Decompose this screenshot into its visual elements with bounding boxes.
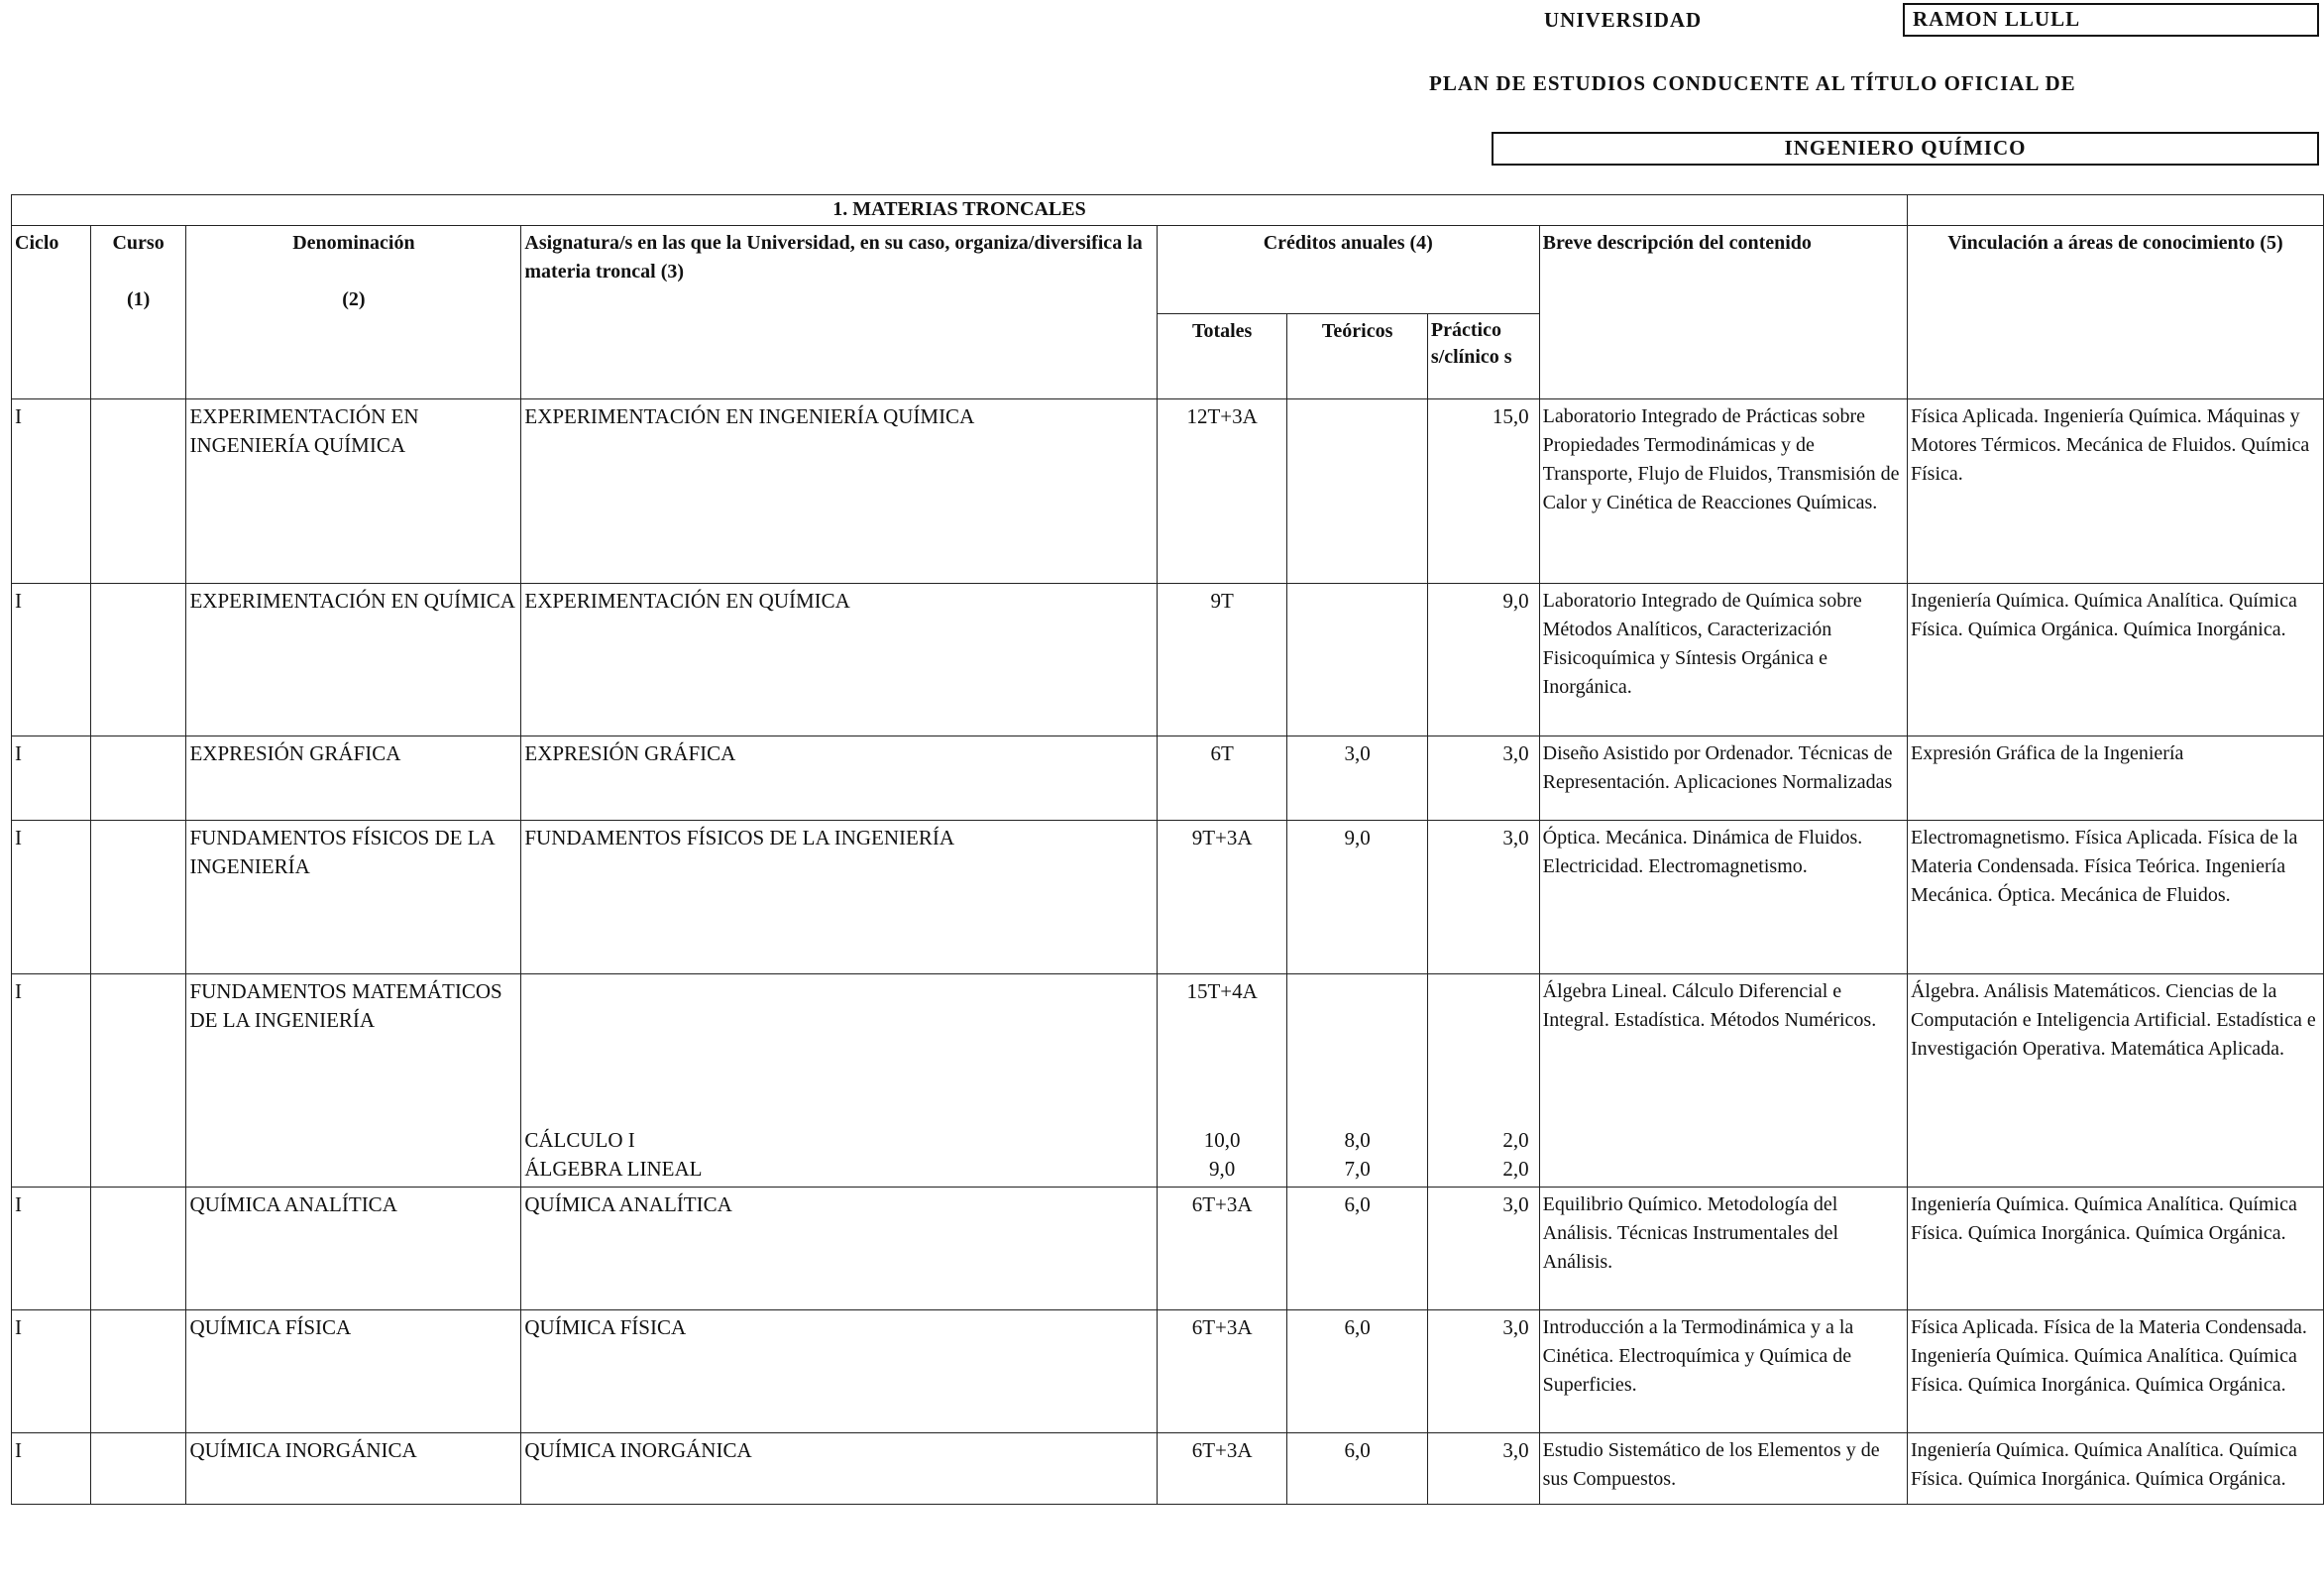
vinculacion-cell: Ingeniería Química. Química Analítica. Química Física. Química Inorgánica. Química Orgánica. (1907, 1433, 2323, 1505)
curso-cell (90, 1433, 186, 1505)
teoricos-cell: 6,0 (1287, 1433, 1427, 1505)
denominacion-cell: EXPERIMENTACIÓN EN QUÍMICA (186, 584, 521, 736)
teoricos-cell: 9,0 (1287, 821, 1427, 974)
practicos-cell: 15,0 (1427, 399, 1539, 584)
col-denominacion (186, 226, 521, 399)
table-row (12, 1310, 2324, 1433)
asignatura-cell (521, 974, 1157, 1188)
table-row (12, 1433, 2324, 1505)
totales-cell: 9T+3A (1157, 821, 1287, 974)
col-asignaturas: Asignatura/s en las que la Universidad, en su caso, organiza/diversifica la materia troncal (3) (521, 226, 1157, 399)
asignatura-cell: FUNDAMENTOS FÍSICOS DE LA INGENIERÍA (521, 821, 1157, 974)
totales-sub-line: 9,0 (1209, 1157, 1236, 1181)
denominacion-cell: FUNDAMENTOS MATEMÁTICOS DE LA INGENIERÍA (186, 974, 521, 1188)
vinculacion-cell: Álgebra. Análisis Matemáticos. Ciencias de la Computación e Inteligencia Artificial. Estadística e Investigación Operativa. Matemática Aplicada. (1907, 974, 2323, 1188)
ciclo-cell: I (12, 1310, 91, 1433)
denominacion-cell: QUÍMICA ANALÍTICA (186, 1188, 521, 1310)
col-curso-note: (1) (126, 288, 151, 310)
curso-cell (90, 1310, 186, 1433)
teoricos-cell: 6,0 (1287, 1310, 1427, 1433)
col-curso (90, 226, 186, 399)
col-ciclo: Ciclo (12, 226, 91, 399)
totales-cell (1157, 974, 1287, 1188)
practicos-cell: 3,0 (1427, 736, 1539, 821)
curso-cell (90, 399, 186, 584)
table-row (12, 399, 2324, 584)
descripcion-cell: Álgebra Lineal. Cálculo Diferencial e Integral. Estadística. Métodos Numéricos. (1539, 974, 1907, 1188)
curso-cell (90, 821, 186, 974)
col-vinculacion: Vinculación a áreas de conocimiento (5) (1907, 226, 2323, 399)
col-creditos: Créditos anuales (4) (1157, 226, 1539, 314)
ciclo-cell: I (12, 1188, 91, 1310)
col-denominacion-note: (2) (342, 288, 366, 310)
asignatura-cell: QUÍMICA ANALÍTICA (521, 1188, 1157, 1310)
teoricos-sub-line: 7,0 (1344, 1157, 1371, 1181)
asignatura-cell: EXPERIMENTACIÓN EN INGENIERÍA QUÍMICA (521, 399, 1157, 584)
denominacion-cell: FUNDAMENTOS FÍSICOS DE LA INGENIERÍA (186, 821, 521, 974)
asignatura-cell: QUÍMICA FÍSICA (521, 1310, 1157, 1433)
asignatura-sub-line: ÁLGEBRA LINEAL (524, 1157, 703, 1181)
ciclo-cell: I (12, 399, 91, 584)
totales-cell: 6T+3A (1157, 1433, 1287, 1505)
col-practicos: Práctico s/clínico s (1427, 314, 1539, 399)
col-totales: Totales (1157, 314, 1287, 399)
totales-cell: 6T+3A (1157, 1188, 1287, 1310)
asignatura-sub-line: CÁLCULO I (524, 1128, 635, 1152)
totales-main: 15T+4A (1186, 979, 1258, 1003)
denominacion-cell: EXPERIMENTACIÓN EN INGENIERÍA QUÍMICA (186, 399, 521, 584)
teoricos-main (1290, 977, 1423, 1126)
practicos-sub-line: 2,0 (1502, 1157, 1529, 1181)
asignatura-cell: QUÍMICA INORGÁNICA (521, 1433, 1157, 1505)
col-descripcion: Breve descripción del contenido (1539, 226, 1907, 399)
descripcion-cell: Introducción a la Termodinámica y a la Cinética. Electroquímica y Química de Superficies. (1539, 1310, 1907, 1433)
col-teoricos: Teóricos (1287, 314, 1427, 399)
teoricos-cell (1287, 399, 1427, 584)
vinculacion-cell: Electromagnetismo. Física Aplicada. Física de la Materia Condensada. Física Teórica. Ingeniería Mecánica. Óptica. Mecánica de Fluidos. (1907, 821, 2323, 974)
teoricos-sub-line: 8,0 (1344, 1128, 1371, 1152)
university-label: UNIVERSIDAD (1544, 8, 1703, 32)
table-row (12, 1188, 2324, 1310)
totales-cell: 9T (1157, 584, 1287, 736)
teoricos-cell (1287, 974, 1427, 1188)
denominacion-cell: EXPRESIÓN GRÁFICA (186, 736, 521, 821)
table-row (12, 736, 2324, 821)
blank-cell (1907, 195, 2323, 226)
vinculacion-cell: Expresión Gráfica de la Ingeniería (1907, 736, 2323, 821)
ciclo-cell: I (12, 736, 91, 821)
table-row (12, 584, 2324, 736)
practicos-cell: 3,0 (1427, 1188, 1539, 1310)
col-curso-label: Curso (112, 232, 165, 254)
denominacion-cell: QUÍMICA FÍSICA (186, 1310, 521, 1433)
denominacion-cell: QUÍMICA INORGÁNICA (186, 1433, 521, 1505)
vinculacion-cell: Física Aplicada. Física de la Materia Condensada. Ingeniería Química. Química Analítica. Química Física. Química Inorgánica. Química Orgánica. (1907, 1310, 2323, 1433)
practicos-cell: 9,0 (1427, 584, 1539, 736)
practicos-main (1431, 977, 1529, 1126)
vinculacion-cell: Física Aplicada. Ingeniería Química. Máquinas y Motores Térmicos. Mecánica de Fluidos. Química Física. (1907, 399, 2323, 584)
table-row (12, 821, 2324, 974)
practicos-cell: 3,0 (1427, 1310, 1539, 1433)
curso-cell (90, 584, 186, 736)
descripcion-cell: Estudio Sistemático de los Elementos y de sus Compuestos. (1539, 1433, 1907, 1505)
teoricos-cell (1287, 584, 1427, 736)
descripcion-cell: Diseño Asistido por Ordenador. Técnicas de Representación. Aplicaciones Normalizadas (1539, 736, 1907, 821)
curso-cell (90, 974, 186, 1188)
vinculacion-cell: Ingeniería Química. Química Analítica. Química Física. Química Inorgánica. Química Orgánica. (1907, 1188, 2323, 1310)
ciclo-cell: I (12, 1433, 91, 1505)
col-denominacion-label: Denominación (292, 232, 415, 254)
curso-cell (90, 736, 186, 821)
teoricos-cell: 6,0 (1287, 1188, 1427, 1310)
totales-sub-line: 10,0 (1203, 1128, 1241, 1152)
descripcion-cell: Laboratorio Integrado de Prácticas sobre Propiedades Termodinámicas y de Transporte, Flujo de Fluidos, Transmisión de Calor y Cinética de Reacciones Químicas. (1539, 399, 1907, 584)
descripcion-cell: Laboratorio Integrado de Química sobre Métodos Analíticos, Caracterización Fisicoquímica y Síntesis Orgánica e Inorgánica. (1539, 584, 1907, 736)
totales-cell: 6T (1157, 736, 1287, 821)
ciclo-cell: I (12, 974, 91, 1188)
table-row (12, 974, 2324, 1188)
section-title: 1. MATERIAS TRONCALES (12, 195, 1908, 226)
practicos-cell (1427, 974, 1539, 1188)
plan-title: PLAN DE ESTUDIOS CONDUCENTE AL TÍTULO OFICIAL DE (1429, 71, 2076, 95)
practicos-cell: 3,0 (1427, 821, 1539, 974)
ciclo-cell: I (12, 821, 91, 974)
degree-title-box: INGENIERO QUÍMICO (1492, 132, 2319, 166)
vinculacion-cell: Ingeniería Química. Química Analítica. Química Física. Química Orgánica. Química Inorgánica. (1907, 584, 2323, 736)
university-name-box: RAMON LLULL (1903, 3, 2319, 37)
descripcion-cell: Óptica. Mecánica. Dinámica de Fluidos. Electricidad. Electromagnetismo. (1539, 821, 1907, 974)
materias-troncales-table (11, 194, 2324, 1505)
curso-cell (90, 1188, 186, 1310)
asignatura-main (524, 977, 1153, 1126)
asignatura-cell: EXPERIMENTACIÓN EN QUÍMICA (521, 584, 1157, 736)
totales-cell: 6T+3A (1157, 1310, 1287, 1433)
ciclo-cell: I (12, 584, 91, 736)
teoricos-cell: 3,0 (1287, 736, 1427, 821)
practicos-sub-line: 2,0 (1502, 1128, 1529, 1152)
asignatura-cell: EXPRESIÓN GRÁFICA (521, 736, 1157, 821)
totales-cell: 12T+3A (1157, 399, 1287, 584)
practicos-cell: 3,0 (1427, 1433, 1539, 1505)
descripcion-cell: Equilibrio Químico. Metodología del Análisis. Técnicas Instrumentales del Análisis. (1539, 1188, 1907, 1310)
